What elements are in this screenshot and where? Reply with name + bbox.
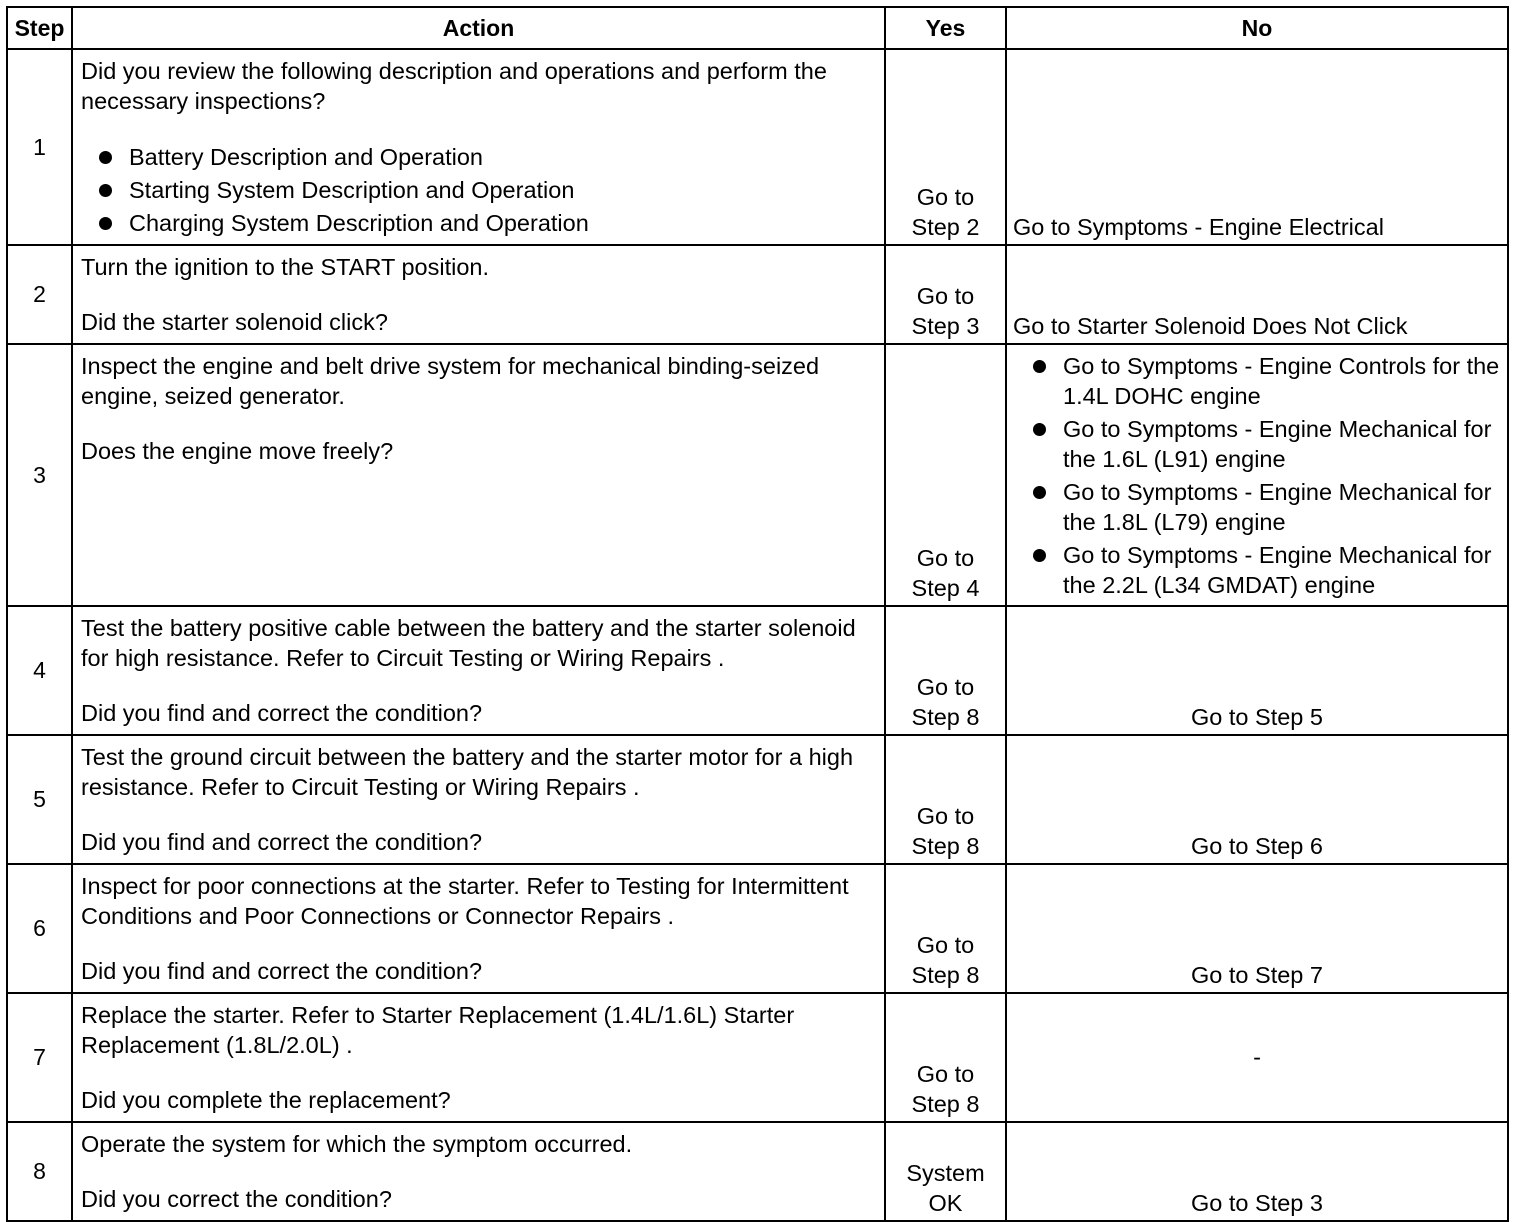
step-number: 3 <box>7 344 72 606</box>
step-number: 8 <box>7 1122 72 1221</box>
list-item-label: Go to Symptoms - Engine Mechanical for the 1.6L (L91) engine <box>1063 416 1492 472</box>
action-question: Does the engine move freely? <box>81 438 394 464</box>
bullet-icon <box>99 184 112 197</box>
header-step: Step <box>7 7 72 49</box>
action-question: Did you find and correct the condition? <box>81 700 483 726</box>
no-cell: Go to Step 3 <box>1006 1122 1508 1221</box>
step-number: 5 <box>7 735 72 864</box>
list-item <box>1027 414 1503 474</box>
table-row-step-8 <box>7 1122 1508 1221</box>
action-cell <box>72 245 885 344</box>
action-cell <box>72 993 885 1122</box>
yes-line-2: Step 8 <box>911 962 980 988</box>
yes-line-2: Step 4 <box>911 575 980 601</box>
step-number: 4 <box>7 606 72 735</box>
yes-line-1: System <box>906 1160 985 1186</box>
yes-line-1: Go to <box>916 803 975 829</box>
action-cell <box>72 735 885 864</box>
action-cell <box>72 864 885 993</box>
table-row-step-7 <box>7 993 1508 1122</box>
list-item-label: Go to Symptoms - Engine Controls for the 1.4L DOHC engine <box>1063 353 1500 409</box>
action-question: Did you complete the replacement? <box>81 1087 451 1113</box>
header-no: No <box>1006 7 1508 49</box>
yes-line-1: Go to <box>916 283 975 309</box>
list-item-label: Battery Description and Operation <box>129 144 483 170</box>
yes-cell <box>885 344 1006 606</box>
bullet-icon <box>99 217 112 230</box>
table-row-step-3 <box>7 344 1508 606</box>
inspection-list <box>81 142 876 238</box>
symptoms-list <box>1027 351 1503 600</box>
no-cell: Go to Step 6 <box>1006 735 1508 864</box>
no-cell: Go to Step 7 <box>1006 864 1508 993</box>
yes-cell <box>885 245 1006 344</box>
step-number: 7 <box>7 993 72 1122</box>
action-instruction: Operate the system for which the symptom occurred. <box>81 1131 633 1157</box>
header-yes: Yes <box>885 7 1006 49</box>
table-row-step-4 <box>7 606 1508 735</box>
yes-line-2: Step 8 <box>911 1091 980 1117</box>
action-cell <box>72 1122 885 1221</box>
table-header-row <box>7 7 1508 49</box>
list-item-label: Charging System Description and Operation <box>129 210 589 236</box>
action-cell <box>72 344 885 606</box>
yes-line-1: Go to <box>916 184 975 210</box>
list-item-label: Starting System Description and Operation <box>129 177 575 203</box>
yes-line-1: Go to <box>916 1061 975 1087</box>
action-cell <box>72 49 885 245</box>
table-row-step-2 <box>7 245 1508 344</box>
list-item <box>1027 540 1503 600</box>
list-item <box>81 208 876 238</box>
bullet-icon <box>1033 486 1046 499</box>
yes-cell <box>885 1122 1006 1221</box>
yes-line-2: Step 8 <box>911 704 980 730</box>
yes-line-2: Step 3 <box>911 313 980 339</box>
no-cell <box>1006 344 1508 606</box>
yes-line-2: Step 8 <box>911 833 980 859</box>
list-item <box>1027 477 1503 537</box>
step-number: 1 <box>7 49 72 245</box>
no-cell: - <box>1006 993 1508 1122</box>
yes-cell <box>885 49 1006 245</box>
action-instruction: Inspect the engine and belt drive system for mechanical binding-seized engine, seized generator. <box>81 353 820 409</box>
no-cell: Go to Starter Solenoid Does Not Click <box>1006 245 1508 344</box>
no-cell: Go to Symptoms - Engine Electrical <box>1006 49 1508 245</box>
action-question: Did the starter solenoid click? <box>81 309 388 335</box>
bullet-icon <box>1033 549 1046 562</box>
list-item <box>81 142 876 172</box>
yes-cell <box>885 993 1006 1122</box>
list-item-label: Go to Symptoms - Engine Mechanical for the 1.8L (L79) engine <box>1063 479 1492 535</box>
table-row-step-1 <box>7 49 1508 245</box>
action-cell <box>72 606 885 735</box>
action-question: Did you find and correct the condition? <box>81 829 483 855</box>
bullet-icon <box>1033 360 1046 373</box>
action-instruction: Inspect for poor connections at the starter. Refer to Testing for Intermittent Conditions and Poor Connections or Connector Repairs . <box>81 873 849 929</box>
diagnostic-table <box>6 6 1509 1222</box>
yes-line-1: Go to <box>916 545 975 571</box>
action-question: Did you correct the condition? <box>81 1186 392 1212</box>
list-item-label: Go to Symptoms - Engine Mechanical for the 2.2L (L34 GMDAT) engine <box>1063 542 1492 598</box>
action-instruction: Test the battery positive cable between the battery and the starter solenoid for high resistance. Refer to Circuit Testing or Wiring Repairs . <box>81 615 856 671</box>
list-item <box>81 175 876 205</box>
yes-line-2: Step 2 <box>911 214 980 240</box>
yes-cell <box>885 864 1006 993</box>
no-cell: Go to Step 5 <box>1006 606 1508 735</box>
yes-cell <box>885 735 1006 864</box>
step-number: 6 <box>7 864 72 993</box>
action-instruction: Test the ground circuit between the battery and the starter motor for a high resistance. Refer to Circuit Testing or Wiring Repairs . <box>81 744 854 800</box>
table-row-step-5 <box>7 735 1508 864</box>
action-question: Did you review the following description and operations and perform the necessary inspections? <box>81 58 827 114</box>
table-row-step-6 <box>7 864 1508 993</box>
bullet-icon <box>1033 423 1046 436</box>
action-question: Did you find and correct the condition? <box>81 958 483 984</box>
action-instruction: Replace the starter. Refer to Starter Replacement (1.4L/1.6L) Starter Replacement (1.8L/2.0L) . <box>81 1002 795 1058</box>
yes-line-1: Go to <box>916 674 975 700</box>
header-action: Action <box>72 7 885 49</box>
yes-line-2: OK <box>928 1190 963 1216</box>
step-number: 2 <box>7 245 72 344</box>
yes-cell <box>885 606 1006 735</box>
action-instruction: Turn the ignition to the START position. <box>81 254 489 280</box>
bullet-icon <box>99 151 112 164</box>
list-item <box>1027 351 1503 411</box>
yes-line-1: Go to <box>916 932 975 958</box>
